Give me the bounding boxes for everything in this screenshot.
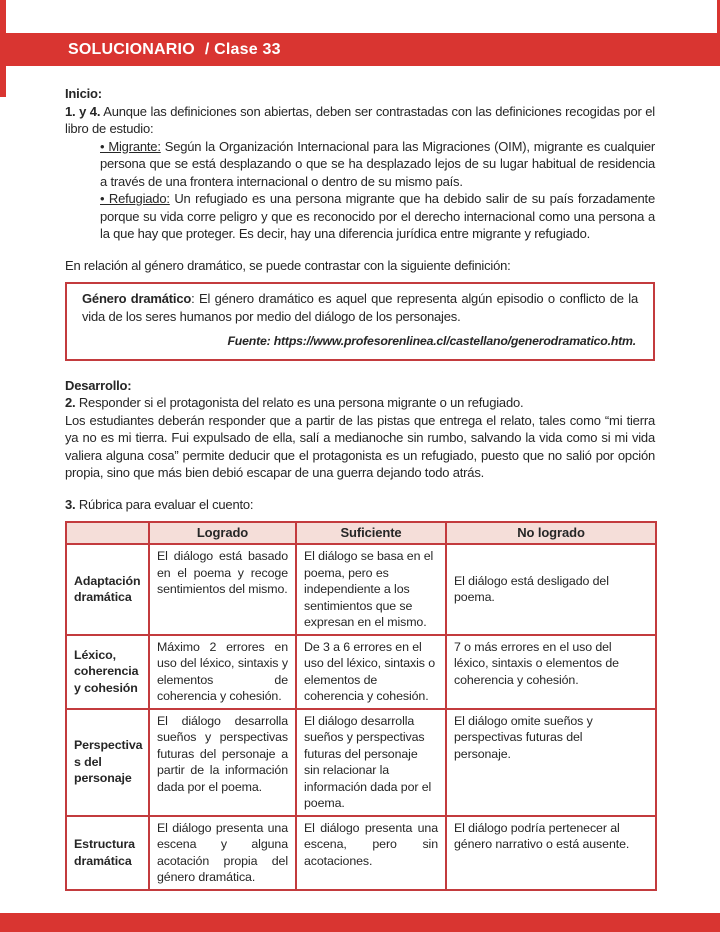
no-logrado-cell: El diálogo podría pertenecer al género narrativo o está ausente. — [446, 816, 656, 890]
suficiente-cell: El diálogo se basa en el poema, pero es independiente a los sentimientos que se expresan en el mismo. — [296, 544, 446, 635]
inicio-label: Inicio: — [65, 86, 102, 101]
footer-bar — [0, 913, 720, 932]
rubric-intro — [65, 496, 655, 514]
page-title: SOLUCIONARIO — [68, 41, 195, 58]
definition-text — [82, 290, 638, 325]
definition-box — [65, 282, 655, 361]
desarrollo-item-text: Responder si el protagonista del relato es una persona migrante o un refugiado. — [75, 395, 524, 410]
rubric-row-lexico — [66, 635, 656, 709]
no-logrado-cell: El diálogo está desligado del poema. — [446, 544, 656, 635]
bullet-refugiado-text: Un refugiado es una persona migrante que ha debido salir de su país forzadamente porque su vida corre peligro y que es reconocido por el derecho internacional como una persona a la que hay que proteger. Es decir, hay una diferencia jurídica entre migrante y refugiado. — [100, 191, 655, 241]
bullet-migrante — [100, 138, 655, 191]
desarrollo-item-number: 2. — [65, 395, 76, 410]
no-logrado-cell: 7 o más errores en el uso del léxico, sintaxis o elementos de coherencia y cohesión. — [446, 635, 656, 709]
rubric-header-logrado: Logrado — [149, 522, 296, 544]
rubric-header-suficiente: Suficiente — [296, 522, 446, 544]
criterion-cell: Perspectivas del personaje — [66, 709, 149, 816]
inicio-item-text: Aunque las definiciones son abiertas, deben ser contrastadas con las definiciones recogidas por el libro de estudio: — [65, 103, 655, 136]
bullet-migrante-text: Según la Organización Internacional para las Migraciones (OIM), migrante es cualquier persona que se está desplazando o que se ha desplazado lejos de su lugar habitual de residencia a través de una frontera internacional o dentro de su mismo país. — [100, 138, 655, 189]
criterion-cell: Estructura dramática — [66, 816, 149, 890]
rubric-row-adaptacion — [66, 544, 656, 635]
rubric-intro-text: Rúbrica para evaluar el cuento: — [75, 496, 254, 512]
logrado-cell: El diálogo está basado en el poema y recoge sentimientos del mismo. — [149, 544, 296, 635]
page-subtitle: / Clase 33 — [204, 41, 281, 58]
inicio-item-number: 1. y 4. — [65, 103, 101, 119]
inicio-item — [65, 103, 655, 138]
desarrollo-paragraph: Los estudiantes deberán responder que a partir de las pistas que entrega el relato, tales como “mi tierra ya no es mi tierra. Fui expulsado de ella, salí a medianoche sin rumbo, salvando la vida como si mi vida valiera alguna cosa” permite deducir que el protagonista es un refugiado, puesto que no salió por opción propia, sino que más bien debió escapar de una guerra dejando todo atrás. — [65, 412, 655, 480]
source-line: Fuente: https://www.profesorenlinea.cl/castellano/generodramatico.htm. — [227, 334, 636, 348]
rubric-header-criterion — [66, 522, 149, 544]
rubric-row-perspectivas — [66, 709, 656, 816]
definition-body: : El género dramático es aquel que representa algún episodio o conflicto de la vida de los seres humanos por medio del diálogo de los personajes. — [82, 291, 638, 324]
bullet-refugiado-term: • Refugiado: — [100, 191, 170, 206]
logrado-cell: El diálogo desarrolla sueños y perspectivas futuras del personaje a partir de la información dada por el poema. — [149, 709, 296, 816]
contrast-line: En relación al género dramático, se puede contrastar con la siguiente definición: — [65, 257, 511, 273]
bullet-migrante-term: • Migrante: — [100, 138, 161, 154]
definition-bullets — [100, 138, 655, 243]
criterion-cell: Adaptación dramática — [66, 544, 149, 635]
suficiente-cell: El diálogo desarrolla sueños y perspectivas futuras del personaje sin relacionar la información dada por el poema. — [296, 709, 446, 816]
rubric-intro-number: 3. — [65, 496, 76, 512]
logrado-cell: Máximo 2 errores en uso del léxico, sintaxis y elementos de coherencia y cohesión. — [149, 635, 296, 709]
criterion-cell: Léxico, coherencia y cohesión — [66, 635, 149, 709]
desarrollo-item — [65, 394, 655, 412]
desarrollo-label: Desarrollo: — [65, 377, 132, 393]
bullet-refugiado — [100, 190, 655, 243]
logrado-cell: El diálogo presenta una escena y alguna acotación propia del género dramática. — [149, 816, 296, 890]
suficiente-cell: El diálogo presenta una escena, pero sin acotaciones. — [296, 816, 446, 890]
rubric-row-estructura — [66, 816, 656, 890]
definition-term: Género dramático — [82, 291, 192, 306]
rubric-header-row — [66, 522, 656, 544]
rubric-table — [65, 521, 657, 891]
suficiente-cell: De 3 a 6 errores en el uso del léxico, sintaxis o elementos de coherencia y cohesión. — [296, 635, 446, 709]
no-logrado-cell: El diálogo omite sueños y perspectivas futuras del personaje. — [446, 709, 656, 816]
rubric-header-no-logrado: No logrado — [446, 522, 656, 544]
